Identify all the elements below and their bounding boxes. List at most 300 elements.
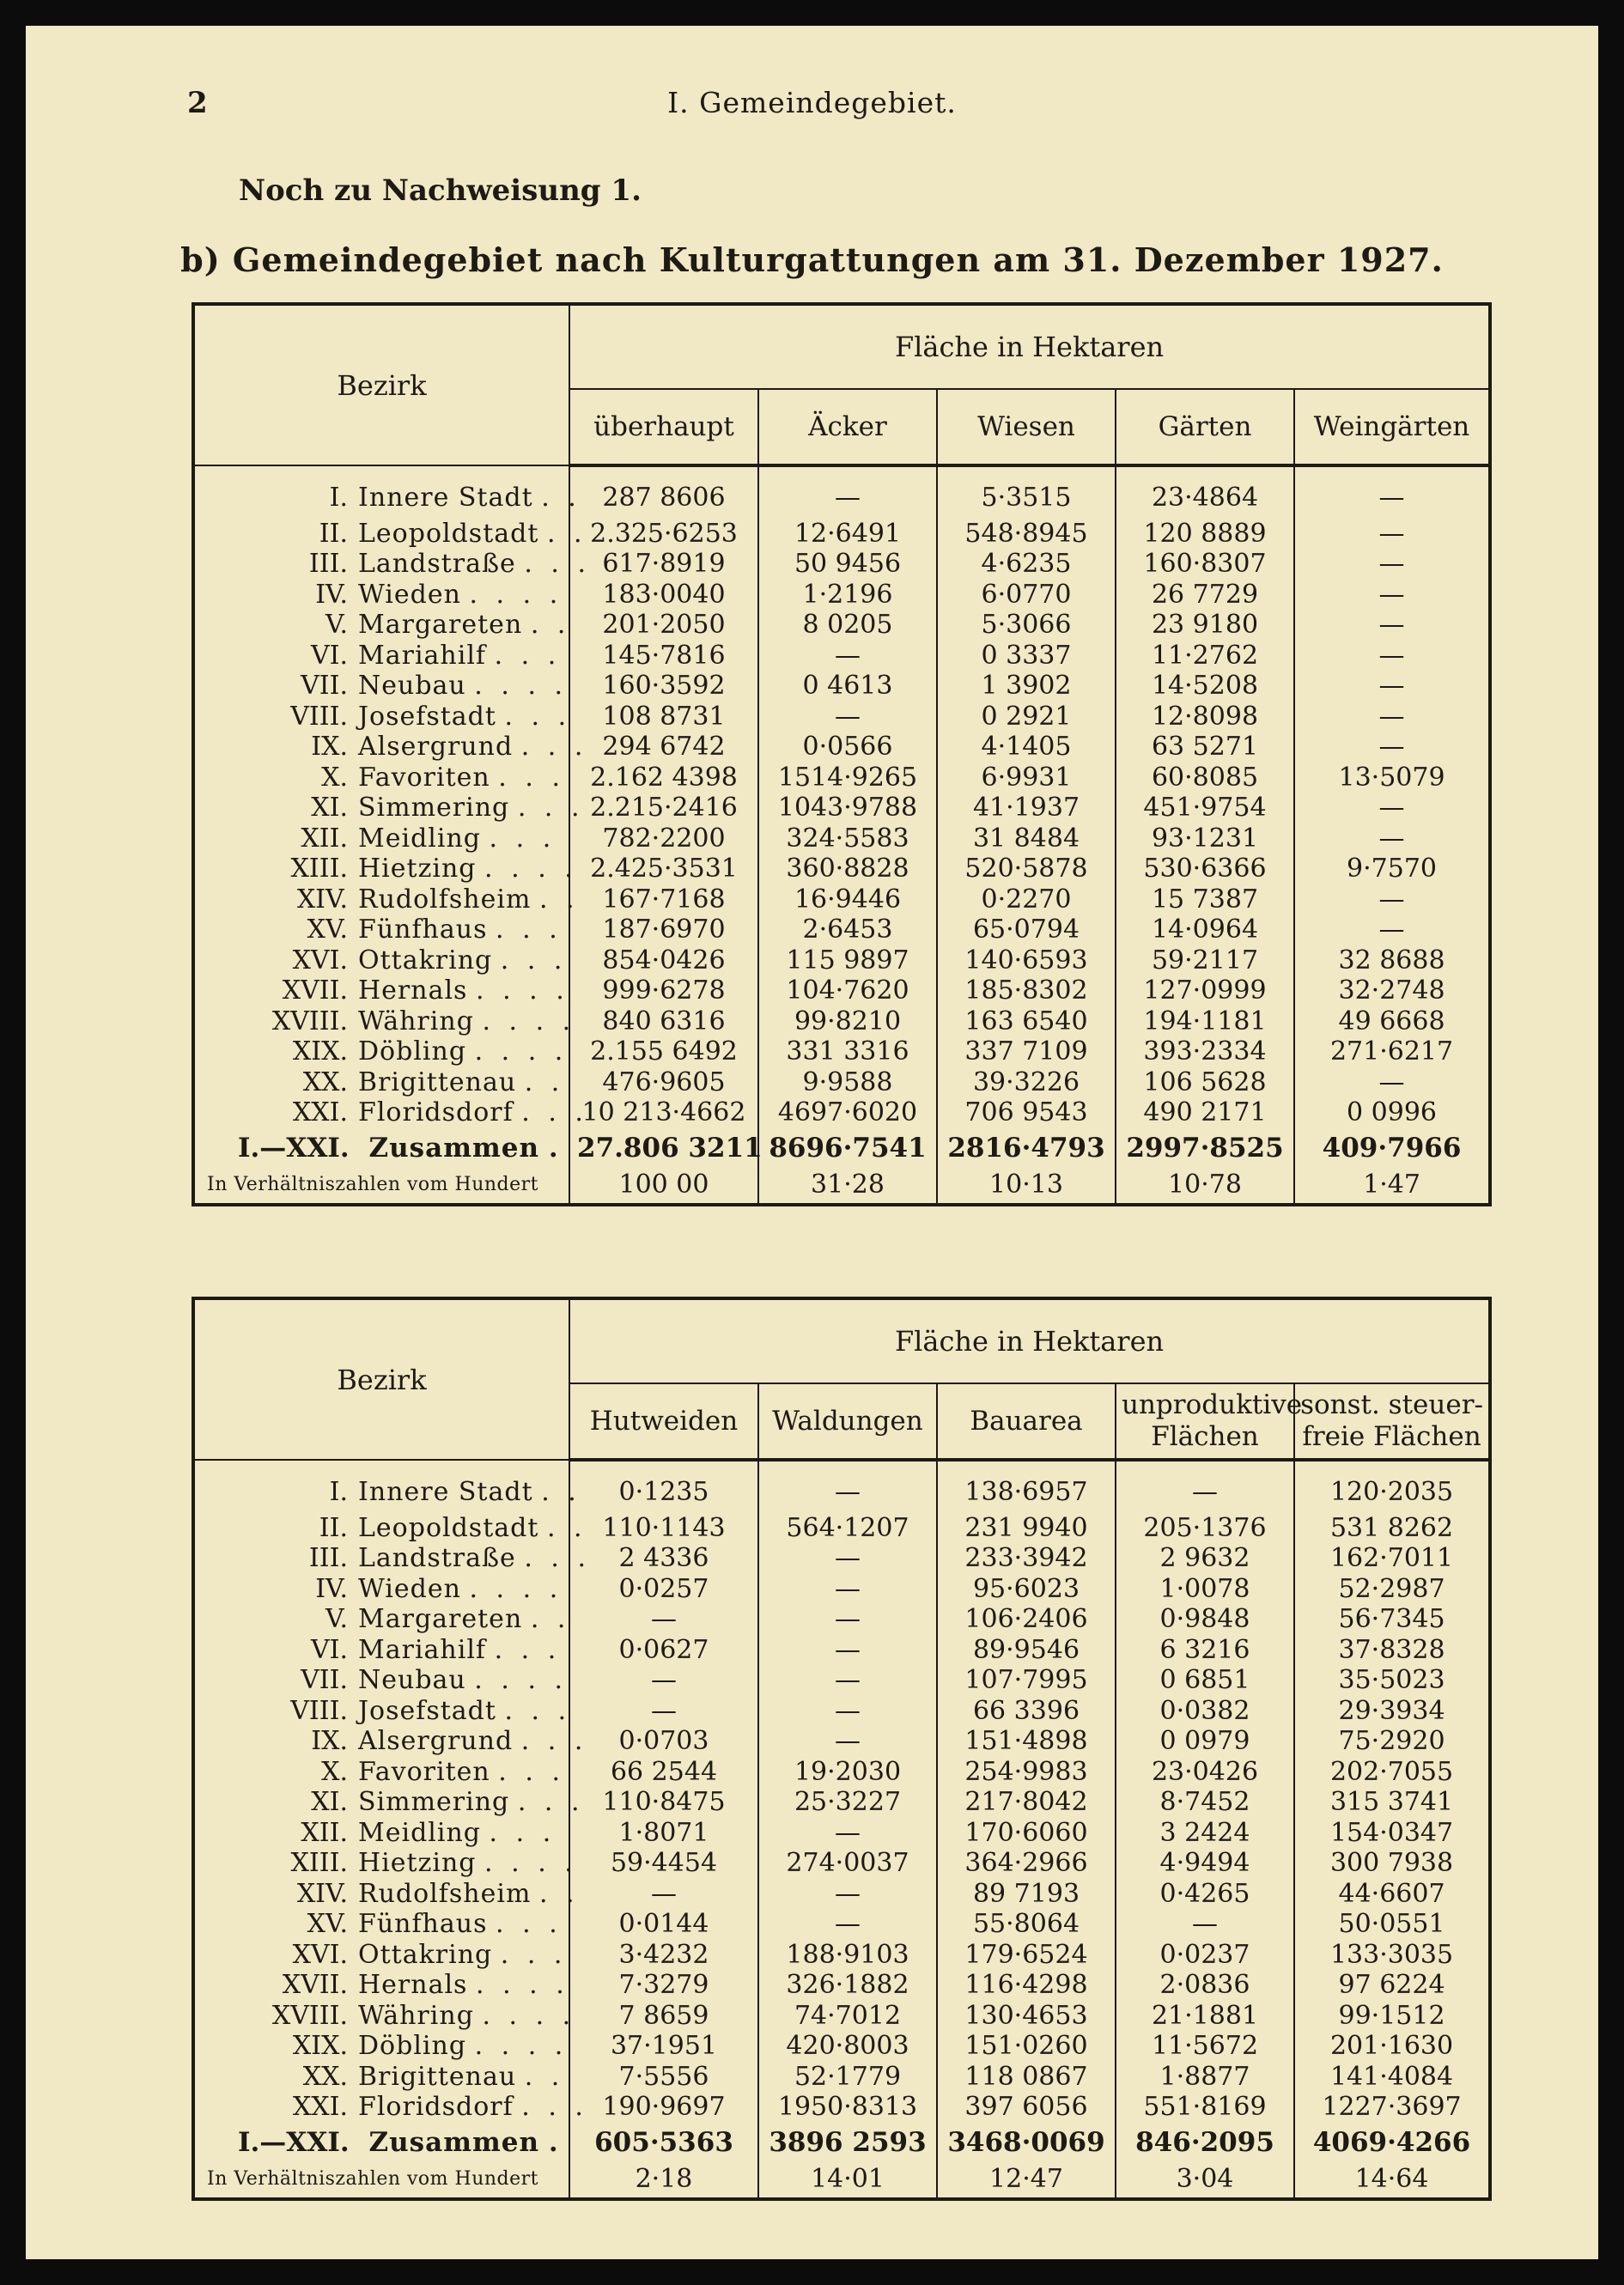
district-name: Rudolfsheim — [358, 1878, 532, 1909]
value-cell: 127·0999 — [1116, 976, 1294, 1007]
value-cell: 782·2200 — [569, 823, 758, 854]
leader-dots: . . . . — [484, 854, 578, 884]
district-cell — [193, 580, 569, 611]
total-value-cell: 8696·7541 — [758, 1128, 937, 1167]
value-cell: 16·9446 — [758, 884, 937, 915]
district-cell — [193, 915, 569, 946]
value-cell: 7·3279 — [569, 1971, 758, 2002]
leader-dots: . . — [538, 1878, 580, 1909]
value-cell: 97 6224 — [1294, 1971, 1490, 2002]
value-cell: 170·6060 — [937, 1818, 1116, 1849]
district-name: Rudolfsheim — [358, 884, 532, 915]
table-row — [193, 465, 1490, 519]
district-name: Meidling — [358, 1817, 481, 1848]
district-cell — [193, 1006, 576, 1037]
district-name: Hietzing — [358, 854, 477, 884]
district-cell — [193, 976, 569, 1007]
table-row — [193, 1513, 1490, 1544]
value-cell: 185·8302 — [937, 976, 1116, 1007]
district-cell — [193, 1460, 581, 1513]
value-cell: 167·7168 — [569, 884, 758, 915]
value-cell: 138·6957 — [937, 1460, 1116, 1513]
district-roman: IV. — [315, 579, 348, 610]
percent-value-cell: 3·04 — [1116, 2161, 1294, 2199]
total-value-cell: 846·2095 — [1116, 2123, 1294, 2161]
district-roman: XII. — [301, 1817, 348, 1848]
leader-dots: . . . — [489, 1817, 557, 1848]
value-cell: — — [1294, 732, 1490, 763]
value-cell: 4697·6020 — [758, 1098, 937, 1129]
district-cell — [193, 2062, 569, 2093]
value-cell: — — [569, 1666, 758, 1697]
district-roman: XIV. — [296, 1878, 348, 1909]
district-roman: III. — [308, 1543, 348, 1574]
value-cell: 104·7620 — [758, 976, 937, 1007]
value-cell: 63 5271 — [1116, 732, 1294, 763]
leader-dots: . . . — [496, 1909, 563, 1940]
table-row — [193, 1460, 1490, 1513]
district-roman: X. — [321, 1756, 348, 1787]
value-cell: 1·2196 — [758, 580, 937, 611]
table-row — [193, 580, 1490, 611]
value-cell: 9·9588 — [758, 1067, 937, 1098]
district-cell — [193, 1574, 569, 1605]
value-cell: 0 3337 — [937, 641, 1116, 672]
value-cell: 360·8828 — [758, 854, 937, 885]
district-roman: II. — [319, 1512, 348, 1543]
value-cell: 183·0040 — [569, 580, 758, 611]
value-cell: 59·2117 — [1116, 945, 1294, 976]
value-cell: 233·3942 — [937, 1544, 1116, 1575]
district-cell — [193, 1818, 569, 1849]
value-cell: 179·6524 — [937, 1940, 1116, 1971]
value-cell: 52·2987 — [1294, 1574, 1490, 1605]
value-cell: 21·1881 — [1116, 2001, 1294, 2032]
value-cell: 854·0426 — [569, 945, 758, 976]
total-label: Zusammen — [368, 1132, 540, 1164]
value-cell: 2 9632 — [1116, 1544, 1294, 1575]
table-row — [193, 1635, 1490, 1666]
leader-dots: . . . . — [474, 1036, 569, 1067]
leader-dots: . . . — [500, 1939, 568, 1970]
value-cell: 287 8606 — [569, 465, 758, 519]
table-row — [193, 611, 1490, 641]
value-cell: 141·4084 — [1294, 2062, 1490, 2093]
district-roman: VII. — [301, 671, 348, 702]
district-roman: XI. — [311, 793, 348, 823]
district-name: Ottakring — [358, 945, 493, 975]
value-cell: 14·0964 — [1116, 915, 1294, 946]
value-cell: 74·7012 — [758, 2001, 937, 2032]
value-cell: 187·6970 — [569, 915, 758, 946]
value-cell: 162·7011 — [1294, 1544, 1490, 1575]
district-cell — [193, 1726, 588, 1758]
value-cell: 6 3216 — [1116, 1635, 1294, 1666]
value-cell: 617·8919 — [569, 550, 758, 580]
value-cell: 564·1207 — [758, 1513, 937, 1544]
district-cell — [193, 1067, 569, 1098]
value-cell: 476·9605 — [569, 1067, 758, 1098]
district-cell — [193, 1543, 592, 1575]
total-roman: I.—XXI. — [238, 2126, 350, 2158]
total-value-cell: 2816·4793 — [937, 1128, 1116, 1167]
value-cell: 151·0260 — [937, 2032, 1116, 2063]
district-name: Döbling — [358, 2031, 467, 2062]
table-row — [193, 1006, 1490, 1037]
leader-dots: . . . . — [476, 1970, 569, 2001]
leader-dots: . . . — [524, 549, 592, 580]
value-cell: 50·0551 — [1294, 1910, 1490, 1941]
district-name: Hernals — [358, 975, 468, 1006]
leader-dots: . . . — [524, 1543, 592, 1574]
leader-dots: . . . — [500, 945, 568, 975]
district-cell — [193, 884, 580, 915]
value-cell: 217·8042 — [937, 1788, 1116, 1819]
district-name: Meidling — [358, 823, 481, 854]
value-cell: 7·5556 — [569, 2062, 758, 2093]
leader-dots: . . . — [520, 1726, 588, 1757]
district-roman: IX. — [311, 732, 348, 763]
land-use-table-2 — [192, 1297, 1492, 2201]
district-name: Brigittenau — [358, 1067, 517, 1097]
value-cell: 99·1512 — [1294, 2001, 1490, 2032]
leader-dots: . . . . — [482, 1006, 576, 1036]
value-cell: 154·0347 — [1294, 1818, 1490, 1849]
value-cell: 202·7055 — [1294, 1757, 1490, 1788]
area-group-header: Fläche in Hektaren — [569, 304, 1490, 389]
district-roman: VI. — [310, 640, 348, 671]
district-roman: I. — [329, 482, 348, 513]
leader-dots: . . . . — [484, 1848, 578, 1879]
value-cell: — — [1294, 580, 1490, 611]
table-row — [193, 1727, 1490, 1758]
percent-value-cell: 100 00 — [569, 1167, 758, 1205]
bezirk-header: Bezirk — [193, 1298, 569, 1460]
total-value-cell: 4069·4266 — [1294, 2123, 1490, 2161]
leader-dots: . . . . — [476, 975, 569, 1006]
table-row — [193, 1788, 1490, 1819]
percent-value-cell: 14·01 — [758, 2161, 937, 2199]
value-cell: 1950·8313 — [758, 2093, 937, 2124]
value-cell: 548·8945 — [937, 519, 1116, 550]
value-cell: 29·3934 — [1294, 1696, 1490, 1727]
value-cell: — — [1116, 1910, 1294, 1941]
value-cell: 26 7729 — [1116, 580, 1294, 611]
leader-dots: . . . . — [469, 1573, 563, 1604]
value-cell: — — [1294, 702, 1490, 732]
value-cell: 331 3316 — [758, 1037, 937, 1068]
value-cell: 520·5878 — [937, 854, 1116, 885]
district-name: Leopoldstadt — [358, 1512, 539, 1543]
value-cell: 163 6540 — [937, 1006, 1116, 1037]
leader-dots: . . . — [494, 1634, 562, 1665]
value-cell: — — [758, 1818, 937, 1849]
value-cell: 364·2966 — [937, 1849, 1116, 1880]
value-cell: — — [758, 1605, 937, 1636]
leader-dots: . . . — [494, 640, 562, 671]
value-cell: 160·3592 — [569, 672, 758, 702]
table-row — [193, 550, 1490, 580]
value-cell: 44·6607 — [1294, 1879, 1490, 1910]
value-cell: 531 8262 — [1294, 1513, 1490, 1544]
value-cell: 145·7816 — [569, 641, 758, 672]
district-name: Simmering — [358, 793, 510, 823]
district-roman: XVII. — [282, 1970, 348, 2001]
total-value-cell: 3468·0069 — [937, 2123, 1116, 2161]
value-cell: 6·0770 — [937, 580, 1116, 611]
district-name: Simmering — [358, 1787, 510, 1818]
value-cell: 75·2920 — [1294, 1727, 1490, 1758]
district-roman: XVIII. — [271, 1006, 348, 1036]
column-header: überhaupt — [569, 389, 758, 465]
leader-dots: . . . . — [469, 579, 563, 610]
district-cell — [193, 611, 569, 641]
total-label: Zusammen — [368, 2126, 540, 2158]
table-row — [193, 2032, 1490, 2063]
value-cell: 2·6453 — [758, 915, 937, 946]
district-name: Fünfhaus — [358, 915, 488, 945]
district-roman: XII. — [301, 823, 348, 854]
district-cell — [193, 732, 588, 763]
continuation-note: Noch zu Nachweisung 1. — [239, 173, 642, 208]
leader-dots: . . — [538, 884, 580, 915]
district-name: Landstraße — [358, 549, 516, 580]
value-cell: — — [758, 1727, 937, 1758]
value-cell: 0 6851 — [1116, 1666, 1294, 1697]
value-cell: 19·2030 — [758, 1757, 937, 1788]
area-group-header: Fläche in Hektaren — [569, 1298, 1490, 1383]
district-name: Fünfhaus — [358, 1909, 488, 1940]
value-cell: 1514·9265 — [758, 763, 937, 793]
total-value-cell: 27.806 3211 — [569, 1128, 758, 1167]
value-cell: 23·4864 — [1116, 465, 1294, 519]
value-cell: — — [569, 1879, 758, 1910]
leader-dots: . — [548, 2126, 563, 2158]
table-row — [193, 1605, 1490, 1636]
value-cell: 106·2406 — [937, 1605, 1116, 1636]
value-cell: 0 0979 — [1116, 1727, 1294, 1758]
district-roman: V. — [325, 1604, 348, 1635]
value-cell: 120·2035 — [1294, 1460, 1490, 1513]
leader-dots: . . . . — [482, 2000, 576, 2031]
value-cell: — — [1294, 519, 1490, 550]
value-cell: — — [758, 1696, 937, 1727]
district-name: Josefstadt — [358, 1695, 496, 1726]
value-cell: 1·0078 — [1116, 1574, 1294, 1605]
district-roman: II. — [319, 518, 348, 549]
value-cell: 271·6217 — [1294, 1037, 1490, 1068]
value-cell: 8·7452 — [1116, 1788, 1294, 1819]
district-cell — [193, 1695, 572, 1727]
value-cell: 15 7387 — [1116, 884, 1294, 915]
district-name: Margareten — [358, 610, 523, 641]
district-cell — [193, 2092, 588, 2124]
district-name: Wieden — [358, 579, 461, 610]
value-cell: 337 7109 — [937, 1037, 1116, 1068]
district-roman: VIII. — [290, 1695, 348, 1726]
district-roman: XVI. — [292, 945, 348, 975]
leader-dots: . . . — [504, 1695, 572, 1726]
leader-dots: . . . — [521, 2092, 588, 2123]
district-cell — [193, 1635, 569, 1666]
value-cell: 120 8889 — [1116, 519, 1294, 550]
value-cell: 7 8659 — [569, 2001, 758, 2032]
district-name: Josefstadt — [358, 701, 496, 732]
value-cell: — — [1294, 465, 1490, 519]
table-body — [193, 465, 1490, 1205]
leader-dots: . . . — [504, 701, 572, 732]
district-cell — [193, 1971, 569, 2002]
district-cell — [193, 518, 587, 550]
district-roman: XXI. — [292, 1097, 348, 1128]
district-cell — [193, 2032, 569, 2063]
column-header: unproduktive Flächen — [1116, 1383, 1294, 1460]
district-cell — [193, 854, 578, 885]
value-cell: 107·7995 — [937, 1666, 1116, 1697]
leader-dots: . — [548, 1132, 563, 1164]
leader-dots: . . — [524, 2061, 565, 2092]
district-roman: XV. — [307, 1909, 348, 1940]
table-row — [193, 884, 1490, 915]
percent-value-cell: 31·28 — [758, 1167, 937, 1205]
leader-dots: . . . . — [474, 1665, 569, 1696]
district-cell — [193, 1666, 569, 1697]
district-cell — [193, 549, 592, 580]
value-cell: — — [1294, 915, 1490, 946]
value-cell: 35·5023 — [1294, 1666, 1490, 1697]
percent-value-cell: 2·18 — [569, 2161, 758, 2199]
value-cell: — — [758, 1910, 937, 1941]
leader-dots: . . . — [517, 793, 585, 823]
district-cell — [193, 1910, 569, 1941]
leader-dots: . . — [530, 1604, 571, 1635]
table-row — [193, 763, 1490, 793]
district-roman: VI. — [310, 1634, 348, 1665]
value-cell: 110·1143 — [569, 1513, 758, 1544]
value-cell: — — [758, 641, 937, 672]
value-cell: 95·6023 — [937, 1574, 1116, 1605]
total-value-cell: 409·7966 — [1294, 1128, 1490, 1167]
value-cell: — — [758, 1635, 937, 1666]
table-row — [193, 2093, 1490, 2124]
district-name: Leopoldstadt — [358, 518, 539, 549]
district-name: Floridsdorf — [358, 2092, 514, 2123]
district-name: Neubau — [358, 1665, 466, 1696]
running-head: I. Gemeindegebiet. — [667, 86, 957, 119]
leader-dots: . . . — [498, 1756, 565, 1787]
total-label-cell — [193, 1128, 569, 1167]
section-title: b) Gemeindegebiet nach Kulturgattungen am 31. Dezember 1927. — [180, 240, 1444, 279]
value-cell: — — [1294, 550, 1490, 580]
district-roman: XX. — [302, 2061, 348, 2092]
value-cell: 1·8071 — [569, 1818, 758, 1849]
district-roman: XIX. — [292, 1036, 348, 1067]
district-cell — [193, 701, 572, 732]
value-cell: 56·7345 — [1294, 1605, 1490, 1636]
table-row — [193, 519, 1490, 550]
value-cell: 393·2334 — [1116, 1037, 1294, 1068]
district-roman: XI. — [311, 1787, 348, 1818]
leader-dots: . . . — [520, 732, 588, 763]
value-cell: 23·0426 — [1116, 1757, 1294, 1788]
value-cell: 52·1779 — [758, 2062, 937, 2093]
value-cell: 706 9543 — [937, 1098, 1116, 1129]
district-name: Alsergrund — [358, 1726, 514, 1757]
district-cell — [193, 1037, 569, 1068]
district-roman: XIV. — [296, 884, 348, 915]
leader-dots: . . . — [489, 823, 557, 854]
value-cell: 37·1951 — [569, 2032, 758, 2063]
value-cell: 4·9494 — [1116, 1849, 1294, 1880]
value-cell: — — [758, 1666, 937, 1697]
document-page — [26, 26, 1598, 2259]
district-name: Währing — [358, 1006, 474, 1036]
percent-value-cell: 10·78 — [1116, 1167, 1294, 1205]
district-cell — [193, 2000, 576, 2032]
value-cell: 315 3741 — [1294, 1788, 1490, 1819]
district-roman: VIII. — [290, 701, 348, 732]
table-row — [193, 732, 1490, 763]
district-roman: XIX. — [292, 2031, 348, 2062]
percent-value-cell: 14·64 — [1294, 2161, 1490, 2199]
table-row — [193, 854, 1490, 885]
total-value-cell: 2997·8525 — [1116, 1128, 1294, 1167]
value-cell: 3·4232 — [569, 1940, 758, 1971]
district-cell — [193, 1787, 585, 1819]
value-cell: 2·0836 — [1116, 1971, 1294, 2002]
district-roman: XX. — [302, 1067, 348, 1097]
district-cell — [193, 763, 569, 793]
value-cell: 201·1630 — [1294, 2032, 1490, 2063]
value-cell: 999·6278 — [569, 976, 758, 1007]
leader-dots: . . . — [521, 1097, 588, 1128]
value-cell: 65·0794 — [937, 915, 1116, 946]
value-cell: 130·4653 — [937, 2001, 1116, 2032]
table-row — [193, 1574, 1490, 1605]
district-name: Hietzing — [358, 1848, 477, 1879]
district-name: Favoriten — [358, 762, 490, 793]
value-cell: 25·3227 — [758, 1788, 937, 1819]
value-cell: 13·5079 — [1294, 763, 1490, 793]
district-cell — [193, 945, 569, 976]
district-name: Wieden — [358, 1573, 461, 1604]
table-row — [193, 915, 1490, 946]
page-number: 2 — [187, 86, 208, 120]
value-cell: 4·6235 — [937, 550, 1116, 580]
district-name: Hernals — [358, 1970, 468, 2001]
district-cell — [193, 1757, 569, 1788]
column-header: Wiesen — [937, 389, 1116, 465]
value-cell: 151·4898 — [937, 1727, 1116, 1758]
value-cell: 0·0237 — [1116, 1940, 1294, 1971]
district-name: Döbling — [358, 1036, 467, 1067]
table-row — [193, 1037, 1490, 1068]
value-cell: 0 4613 — [758, 672, 937, 702]
value-cell: 118 0867 — [937, 2062, 1116, 2093]
value-cell: 194·1181 — [1116, 1006, 1294, 1037]
district-name: Währing — [358, 2000, 474, 2031]
district-name: Brigittenau — [358, 2061, 517, 2092]
value-cell: 49 6668 — [1294, 1006, 1490, 1037]
district-roman: X. — [321, 762, 348, 793]
table-row — [193, 1666, 1490, 1697]
value-cell: 397 6056 — [937, 2093, 1116, 2124]
land-use-table-1 — [192, 302, 1492, 1206]
leader-dots: . . — [546, 518, 587, 549]
value-cell: 188·9103 — [758, 1940, 937, 1971]
value-cell: 1043·9788 — [758, 793, 937, 824]
value-cell: 110·8475 — [569, 1788, 758, 1819]
